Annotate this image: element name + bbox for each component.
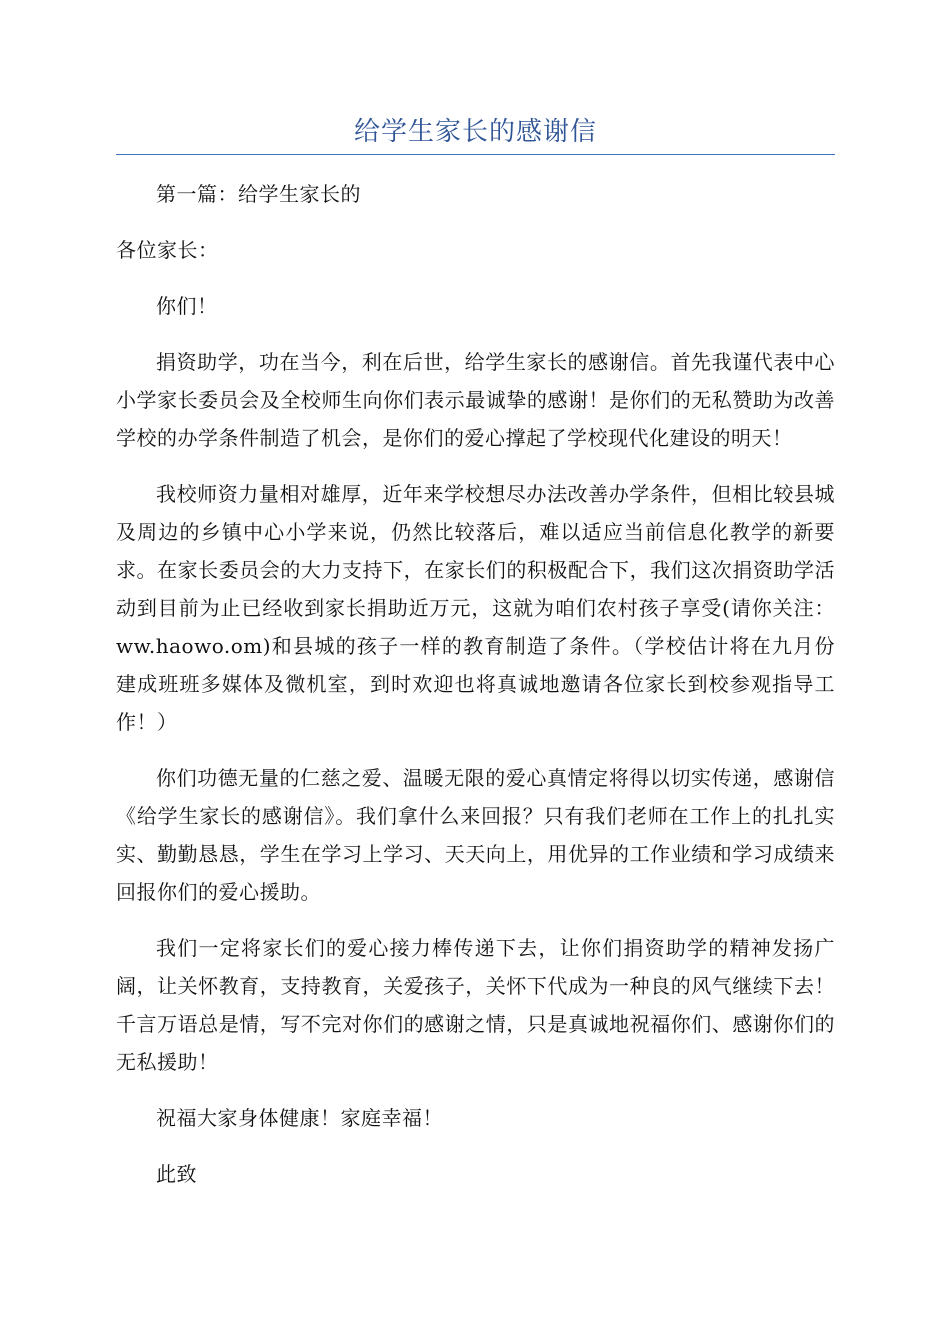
salutation: 各位家长：	[116, 238, 219, 262]
document-title: 给学生家长的感谢信	[353, 117, 597, 147]
paragraph: 你们功德无量的仁慈之爱、温暖无限的爱心真情定将得以切实传递，感谢信《给学生家长的感谢信》。我们拿什么来回报？只有我们老师在工作上的扎扎实实、勤勤恳恳，学生在学习上学习、天天向上，用优异的工作业绩和学习成绩来回报你们的爱心援助。	[116, 766, 835, 904]
paragraph: 我校师资力量相对雄厚，近年来学校想尽办法改善办学条件，但相比较县城及周边的乡镇中心小学来说，仍然比较落后，难以适应当前信息化教学的新要求。在家长委员会的大力支持下，在家长们的积极配合下，我们这次捐资助学活动到目前为止已经收到家长捐助近万元，这就为咱们农村孩子享受(请你关注：ww.haowo.om)和县城的孩子一样的教育制造了条件。（学校估计将在九月份建成班班多媒体及微机室，到时欢迎也将真诚地邀请各位家长到校参观指导工作！）	[116, 482, 835, 734]
paragraph: 我们一定将家长们的爱心接力棒传递下去，让你们捐资助学的精神发扬广阔，让关怀教育，支持教育，关爱孩子，关怀下代成为一种良的风气继续下去！千言万语总是情，写不完对你们的感谢之情，只是真诚地祝福你们、感谢你们的无私援助！	[116, 936, 835, 1074]
section-heading: 第一篇：给学生家长的	[156, 182, 361, 206]
greeting: 你们！	[156, 294, 218, 318]
paragraph: 捐资助学，功在当今，利在后世，给学生家长的感谢信。首先我谨代表中心小学家长委员会及全校师生向你们表示最诚挚的感谢！是你们的无私赞助为改善学校的办学条件制造了机会，是你们的爱心撑起了学校现代化建设的明天！	[116, 350, 835, 450]
closing-wish: 祝福大家身体健康！家庭幸福！	[156, 1106, 443, 1130]
title-underline	[116, 154, 835, 155]
closing-phrase: 此致	[156, 1162, 197, 1186]
letter-body	[116, 175, 835, 1211]
